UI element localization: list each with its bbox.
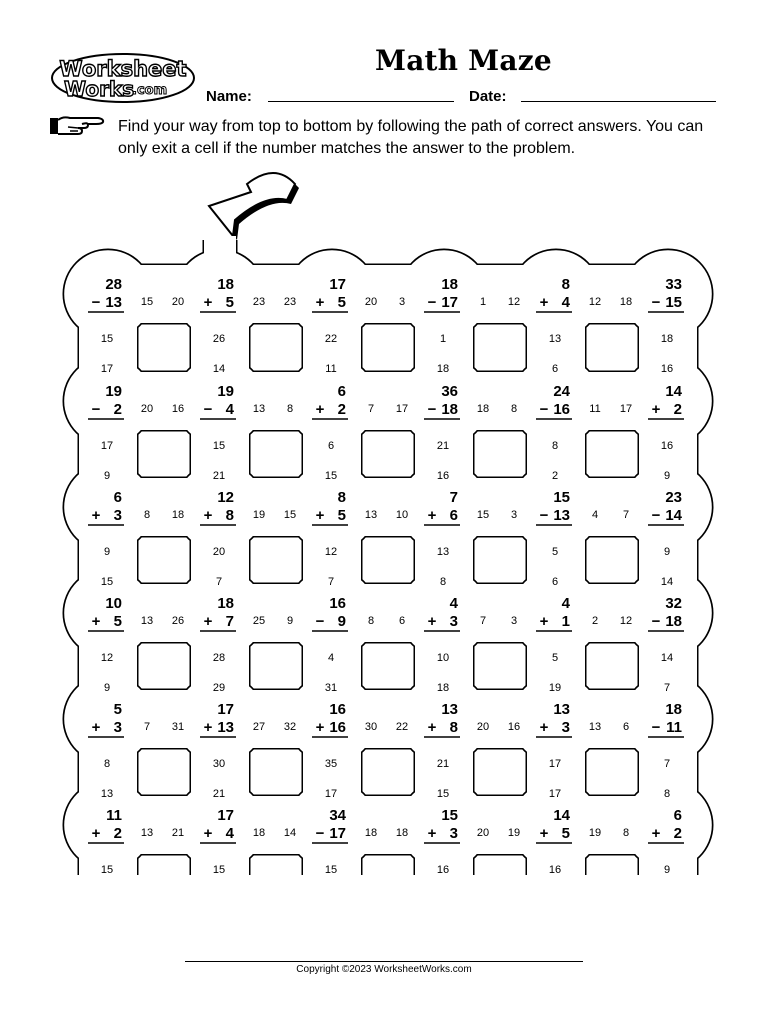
problem-operator: + <box>539 294 549 311</box>
problem-bottom-number: 2 <box>673 825 682 842</box>
path-answer: 10 <box>395 509 409 521</box>
path-answer: 3 <box>398 296 406 308</box>
problem-top-number: 15 <box>441 807 458 824</box>
problem-top-number: 5 <box>113 701 122 718</box>
path-answer: 6 <box>398 615 406 627</box>
path-answer: 4 <box>591 509 599 521</box>
path-answer: 31 <box>324 682 338 694</box>
problem-top-number: 6 <box>673 807 682 824</box>
copyright-text: Copyright ©2023 WorksheetWorks.com <box>296 964 472 975</box>
path-answer: 8 <box>551 440 559 452</box>
path-answer: 8 <box>103 758 111 770</box>
path-answer: 15 <box>283 509 297 521</box>
problem-top-number: 18 <box>217 276 234 293</box>
problem-operator: + <box>539 825 549 842</box>
problem-top-number: 4 <box>561 595 570 612</box>
problem-bottom-number: 13 <box>217 719 234 736</box>
path-answer: 13 <box>252 403 266 415</box>
problem-bottom-number: 5 <box>561 825 570 842</box>
problem-bottom-number: 8 <box>225 507 234 524</box>
maze-walls <box>63 240 714 875</box>
path-answer: 21 <box>212 470 226 482</box>
path-answer: 4 <box>327 652 335 664</box>
problem-top-number: 13 <box>441 701 458 718</box>
path-answer: 2 <box>551 470 559 482</box>
path-answer: 22 <box>324 333 338 345</box>
path-answer: 14 <box>283 827 297 839</box>
path-answer: 26 <box>212 333 226 345</box>
problem-top-number: 19 <box>105 383 122 400</box>
path-answer: 15 <box>212 440 226 452</box>
problem-top-number: 36 <box>441 383 458 400</box>
path-answer: 13 <box>364 509 378 521</box>
path-answer: 7 <box>215 576 223 588</box>
path-answer: 1 <box>479 296 487 308</box>
path-answer: 17 <box>395 403 409 415</box>
problem-top-number: 19 <box>217 383 234 400</box>
path-answer: 7 <box>367 403 375 415</box>
problem-operator: + <box>315 719 325 736</box>
path-answer: 8 <box>143 509 151 521</box>
path-answer: 30 <box>364 721 378 733</box>
problem-bottom-number: 18 <box>441 401 458 418</box>
problem-top-number: 12 <box>217 489 234 506</box>
problem-operator: − <box>427 401 437 418</box>
problem-operator: − <box>91 294 101 311</box>
problem-bottom-number: 11 <box>666 719 682 736</box>
problem-bottom-number: 9 <box>337 613 346 630</box>
path-answer: 7 <box>622 509 630 521</box>
problem-top-number: 16 <box>329 595 346 612</box>
path-answer: 9 <box>286 615 294 627</box>
path-answer: 18 <box>476 403 490 415</box>
problem-top-number: 23 <box>665 489 682 506</box>
problem-bottom-number: 18 <box>665 613 682 630</box>
path-answer: 13 <box>588 721 602 733</box>
problem-operator: + <box>203 613 213 630</box>
path-answer: 8 <box>663 788 671 800</box>
path-answer: 17 <box>324 788 338 800</box>
path-answer: 15 <box>436 788 450 800</box>
problem-bottom-number: 5 <box>225 294 234 311</box>
path-answer: 18 <box>252 827 266 839</box>
path-answer: 18 <box>395 827 409 839</box>
path-answer: 9 <box>663 470 671 482</box>
maze-paths <box>64 236 712 877</box>
problem-top-number: 33 <box>665 276 682 293</box>
problem-operator: − <box>651 507 661 524</box>
path-answer: 20 <box>171 296 185 308</box>
path-answer: 18 <box>660 333 674 345</box>
path-answer: 1 <box>439 333 447 345</box>
path-answer: 9 <box>663 546 671 558</box>
problem-bottom-number: 3 <box>449 825 458 842</box>
logo-text-suffix: .com <box>132 83 168 98</box>
problem-operator: + <box>651 825 661 842</box>
path-answer: 14 <box>212 363 226 375</box>
problem-bottom-number: 16 <box>553 401 570 418</box>
problem-operator: + <box>427 825 437 842</box>
path-answer: 15 <box>100 864 114 876</box>
path-answer: 20 <box>364 296 378 308</box>
problem-operator: − <box>651 294 661 311</box>
path-answer: 2 <box>591 615 599 627</box>
footer-divider <box>185 961 583 962</box>
path-answer: 19 <box>588 827 602 839</box>
path-answer: 8 <box>367 615 375 627</box>
problem-bottom-number: 2 <box>673 401 682 418</box>
path-answer: 16 <box>660 363 674 375</box>
problem-operator: + <box>203 507 213 524</box>
problem-top-number: 6 <box>113 489 122 506</box>
problem-operator: − <box>315 825 325 842</box>
path-answer: 25 <box>252 615 266 627</box>
problem-top-number: 32 <box>665 595 682 612</box>
problem-operator: + <box>539 719 549 736</box>
problem-bottom-number: 5 <box>337 294 346 311</box>
date-label: Date: <box>469 88 507 105</box>
problem-top-number: 17 <box>329 276 346 293</box>
path-answer: 3 <box>510 615 518 627</box>
path-answer: 12 <box>507 296 521 308</box>
path-answer: 6 <box>327 440 335 452</box>
path-answer: 7 <box>663 682 671 694</box>
problem-top-number: 18 <box>441 276 458 293</box>
path-answer: 9 <box>103 546 111 558</box>
problem-operator: + <box>203 294 213 311</box>
path-answer: 15 <box>100 576 114 588</box>
path-answer: 15 <box>100 333 114 345</box>
path-answer: 18 <box>436 363 450 375</box>
problem-bottom-number: 4 <box>225 825 234 842</box>
path-answer: 5 <box>551 652 559 664</box>
path-answer: 21 <box>212 788 226 800</box>
problem-top-number: 7 <box>449 489 458 506</box>
path-answer: 18 <box>171 509 185 521</box>
path-answer: 17 <box>548 788 562 800</box>
path-answer: 8 <box>439 576 447 588</box>
path-answer: 11 <box>325 363 337 375</box>
path-answer: 21 <box>436 758 450 770</box>
path-answer: 9 <box>103 682 111 694</box>
path-answer: 29 <box>212 682 226 694</box>
path-answer: 23 <box>283 296 297 308</box>
path-answer: 8 <box>510 403 518 415</box>
path-answer: 12 <box>100 652 114 664</box>
path-answer: 15 <box>140 296 154 308</box>
problem-bottom-number: 15 <box>665 294 682 311</box>
path-answer: 13 <box>436 546 450 558</box>
path-answer: 19 <box>252 509 266 521</box>
problem-bottom-number: 4 <box>225 401 234 418</box>
problem-operator: + <box>91 825 101 842</box>
path-answer: 6 <box>622 721 630 733</box>
path-answer: 12 <box>324 546 338 558</box>
problem-operator: − <box>427 294 437 311</box>
path-answer: 15 <box>324 470 338 482</box>
problem-bottom-number: 13 <box>105 294 122 311</box>
path-answer: 7 <box>143 721 151 733</box>
problem-operator: − <box>539 401 549 418</box>
problem-operator: + <box>91 719 101 736</box>
problem-bottom-number: 13 <box>553 507 570 524</box>
problem-bottom-number: 3 <box>561 719 570 736</box>
problem-bottom-number: 3 <box>449 613 458 630</box>
path-answer: 20 <box>212 546 226 558</box>
problem-top-number: 18 <box>665 701 682 718</box>
path-answer: 13 <box>100 788 114 800</box>
problem-bottom-number: 2 <box>113 401 122 418</box>
problem-bottom-number: 3 <box>113 507 122 524</box>
path-answer: 18 <box>619 296 633 308</box>
problem-bottom-number: 5 <box>113 613 122 630</box>
path-answer: 35 <box>324 758 338 770</box>
path-answer: 7 <box>327 576 335 588</box>
path-answer: 32 <box>283 721 297 733</box>
problem-top-number: 14 <box>553 807 570 824</box>
path-answer: 14 <box>660 576 674 588</box>
name-label: Name: <box>206 88 252 105</box>
problem-bottom-number: 4 <box>561 294 570 311</box>
problem-operator: + <box>651 401 661 418</box>
problem-bottom-number: 2 <box>113 825 122 842</box>
problem-top-number: 13 <box>553 701 570 718</box>
path-answer: 22 <box>395 721 409 733</box>
problem-operator: + <box>315 507 325 524</box>
problem-top-number: 11 <box>106 807 122 824</box>
path-answer: 7 <box>663 758 671 770</box>
problem-top-number: 17 <box>217 701 234 718</box>
problem-operator: + <box>91 507 101 524</box>
path-answer: 7 <box>479 615 487 627</box>
problem-top-number: 4 <box>449 595 458 612</box>
path-answer: 10 <box>436 652 450 664</box>
path-answer: 19 <box>548 682 562 694</box>
page-title: Math Maze <box>375 44 552 77</box>
path-answer: 16 <box>436 864 450 876</box>
maze-labels <box>88 276 684 876</box>
problem-operator: + <box>91 613 101 630</box>
instructions-text: Find your way from top to bottom by following the path of correct answers. You can only exit a cell if the number matches the answer to the problem. <box>118 118 704 157</box>
problem-top-number: 18 <box>217 595 234 612</box>
problem-bottom-number: 17 <box>329 825 346 842</box>
problem-bottom-number: 16 <box>329 719 346 736</box>
path-answer: 16 <box>436 470 450 482</box>
problem-top-number: 34 <box>329 807 346 824</box>
problem-operator: − <box>315 613 325 630</box>
path-answer: 16 <box>548 864 562 876</box>
problem-operator: + <box>315 294 325 311</box>
path-answer: 17 <box>548 758 562 770</box>
path-answer: 27 <box>252 721 266 733</box>
logo-text-line2: Works <box>64 77 135 101</box>
problem-operator: + <box>203 719 213 736</box>
problem-top-number: 6 <box>337 383 346 400</box>
path-answer: 5 <box>551 546 559 558</box>
path-answer: 19 <box>507 827 521 839</box>
path-answer: 17 <box>100 440 114 452</box>
problem-bottom-number: 17 <box>441 294 458 311</box>
path-answer: 16 <box>660 440 674 452</box>
problem-bottom-number: 7 <box>225 613 234 630</box>
path-answer: 31 <box>171 721 185 733</box>
path-answer: 14 <box>660 652 674 664</box>
problem-top-number: 10 <box>105 595 122 612</box>
problem-operator: − <box>203 401 213 418</box>
path-answer: 13 <box>140 615 154 627</box>
problem-top-number: 24 <box>553 383 570 400</box>
path-answer: 15 <box>476 509 490 521</box>
problem-top-number: 8 <box>337 489 346 506</box>
path-answer: 6 <box>551 363 559 375</box>
path-answer: 17 <box>100 363 114 375</box>
path-answer: 11 <box>589 403 601 415</box>
problem-top-number: 28 <box>105 276 122 293</box>
problem-top-number: 8 <box>561 276 570 293</box>
problem-bottom-number: 5 <box>337 507 346 524</box>
path-answer: 12 <box>619 615 633 627</box>
path-answer: 13 <box>548 333 562 345</box>
path-answer: 18 <box>436 682 450 694</box>
problem-bottom-number: 1 <box>561 613 570 630</box>
path-answer: 21 <box>171 827 185 839</box>
path-answer: 16 <box>507 721 521 733</box>
problem-bottom-number: 14 <box>665 507 682 524</box>
path-answer: 15 <box>324 864 338 876</box>
problem-top-number: 14 <box>665 383 682 400</box>
path-answer: 13 <box>140 827 154 839</box>
problem-operator: + <box>539 613 549 630</box>
path-answer: 17 <box>619 403 633 415</box>
path-answer: 28 <box>212 652 226 664</box>
path-answer: 8 <box>622 827 630 839</box>
problem-operator: + <box>427 613 437 630</box>
problem-operator: + <box>427 507 437 524</box>
problem-operator: − <box>651 613 661 630</box>
path-answer: 30 <box>212 758 226 770</box>
problem-top-number: 17 <box>217 807 234 824</box>
problem-operator: + <box>203 825 213 842</box>
problem-operator: − <box>651 719 661 736</box>
path-answer: 15 <box>212 864 226 876</box>
path-answer: 20 <box>140 403 154 415</box>
path-answer: 21 <box>436 440 450 452</box>
path-answer: 12 <box>588 296 602 308</box>
problem-operator: − <box>539 507 549 524</box>
path-answer: 20 <box>476 721 490 733</box>
path-answer: 9 <box>103 470 111 482</box>
problem-top-number: 16 <box>329 701 346 718</box>
path-answer: 23 <box>252 296 266 308</box>
path-answer: 26 <box>171 615 185 627</box>
path-answer: 6 <box>551 576 559 588</box>
problem-bottom-number: 3 <box>113 719 122 736</box>
path-answer: 3 <box>510 509 518 521</box>
problem-operator: + <box>427 719 437 736</box>
problem-bottom-number: 8 <box>449 719 458 736</box>
problem-operator: + <box>315 401 325 418</box>
path-answer: 16 <box>171 403 185 415</box>
problem-bottom-number: 2 <box>337 401 346 418</box>
path-answer: 8 <box>286 403 294 415</box>
path-answer: 20 <box>476 827 490 839</box>
path-answer: 18 <box>364 827 378 839</box>
problem-bottom-number: 6 <box>449 507 458 524</box>
path-answer: 9 <box>663 864 671 876</box>
problem-top-number: 15 <box>553 489 570 506</box>
logo-text-line1: Worksheet <box>59 57 187 81</box>
problem-operator: − <box>91 401 101 418</box>
